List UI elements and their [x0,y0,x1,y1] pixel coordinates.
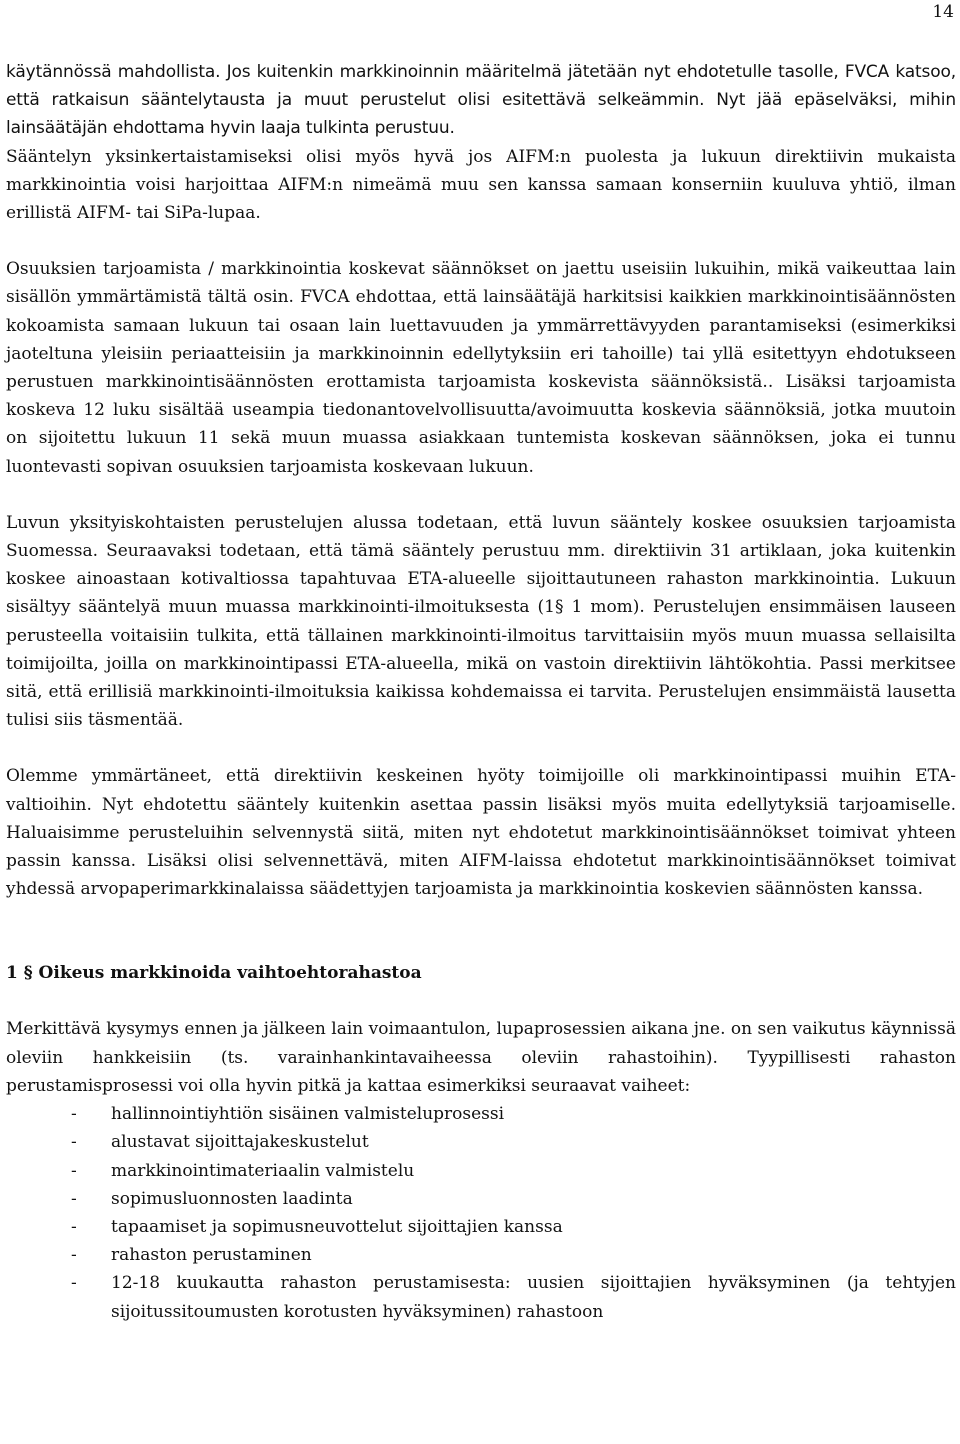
list-dash: - [71,1104,77,1125]
list-item: - hallinnointiyhtiön sisäinen valmisteluprosessi [6,1100,956,1128]
document-body [6,58,956,1326]
list-dash: - [71,1160,77,1181]
paragraph-section-1: Merkittävä kysymys ennen ja jälkeen lain voimaantulon, lupaprosessien aikana jne. on sen vaikutus käynnissä oleviin hankkeisiin (ts. varainhankintavaiheessa oleviin rahastoihin). Tyypillisesti rahaston perustamisprosessi voi olla hyvin pitkä ja kattaa esimerkiksi seuraavat vaiheet: [6,1019,956,1096]
list-item: - rahaston perustaminen [6,1241,956,1269]
list-dash: - [71,1273,77,1294]
list-dash: - [71,1132,77,1153]
list-item: - 12-18 kuukautta rahaston perustamisesta: uusien sijoittajien hyväksyminen (ja tehtyjen sijoitussitoumusten korotusten hyväksyminen) rahastoon [6,1269,956,1325]
section-heading: 1 § Oikeus markkinoida vaihtoehtorahastoa [6,963,422,984]
paragraph-intro: käytännössä mahdollista. Jos kuitenkin markkinoinnin määritelmä jätetään nyt ehdotetulle tasolle, FVCA katsoo, että ratkaisun sääntelytausta ja muut perustelut olisi esitettävä selkeämmin. Nyt jää epäselväksi, mihin lainsäätäjän ehdottama hyvin laaja tulkinta perustuu. [6,62,956,139]
list-item: - sopimusluonnosten laadinta [6,1185,956,1213]
paragraph-chapter-rationale: Luvun yksityiskohtaisten perustelujen alussa todetaan, että luvun sääntely koskee osuuksien tarjoamista Suomessa. Seuraavaksi todetaan, että tämä sääntely perustuu mm. direktiivin 31 artiklaan, joka kuitenkin koskee ainoastaan kotivaltiossa tapahtuvaa ETA-alueelle sijoittautuneen rahaston markkinointia. Lukuun sisältyy sääntelyä muun muassa markkinointi-ilmoituksesta (1§ 1 mom). Perustelujen ensimmäisen lauseen perusteella voitaisiin tulkita, että tällainen markkinointi-ilmoitus tarvittaisiin myös muun muassa sellaisilta toimijoilta, joilla on markkinointipassi ETA-alueella, mikä on vastoin direktiivin lähtökohtia. Passi merkitsee sitä, että erillisiä markkinointi-ilmoituksia kaikissa kohdemaissa ei tarvita. Perustelujen ensimmäistä lausetta tulisi siis täsmentää. [6,512,956,731]
list-dash: - [71,1245,77,1266]
list-item: - markkinointimateriaalin valmistelu [6,1157,956,1185]
fund-phase-list [6,1100,956,1326]
paragraph-simplification: Sääntelyn yksinkertaistamiseksi olisi myös hyvä jos AIFM:n puolesta ja lukuun direktiivin mukaista markkinointia voisi harjoittaa AIFM:n nimeämä muu sen kanssa samaan konserniin kuuluva yhtiö, ilman erillistä AIFM- tai SiPa-lupaa. [6,146,956,224]
paragraph-offering-rules: Osuuksien tarjoamista / markkinointia koskevat säännökset on jaettu useisiin lukuihin, mikä vaikeuttaa lain sisällön ymmärtämistä tältä osin. FVCA ehdottaa, että lainsäätäjä harkitsisi kaikkien markkinointisäännösten kokoamista samaan lukuun tai osaan lain luettavuuden ja ymmärrettävyyden parantamiseksi (esimerkiksi jaoteltuna yleisiin periaatteisiin ja markkinoinnin edellytyksiin eri tahoille) tai yllä esitettyyn ehdotukseen perustuen markkinointisäännösten erottamista tarjoamista koskevista säännöksistä.. Lisäksi tarjoamista koskeva 12 luku sisältää useampia tiedonantovelvollisuutta/avoimuutta koskevia säännöksiä, jotka muutoin on sijoitettu lukuun 11 sekä muun muassa asiakkaan tuntemista koskevan säännöksen, joka ei tunnu luontevasti sopivan osuuksien tarjoamista koskevaan lukuun. [6,259,956,477]
list-dash: - [71,1188,77,1209]
list-dash: - [71,1216,77,1237]
list-item: - alustavat sijoittajakeskustelut [6,1128,956,1156]
page-number: 14 [932,2,954,22]
list-item: - tapaamiset ja sopimusneuvottelut sijoittajien kanssa [6,1213,956,1241]
paragraph-marketing-passport: Olemme ymmärtäneet, että direktiivin keskeinen hyöty toimijoille oli markkinointipassi muihin ETA-valtioihin. Nyt ehdotettu sääntely kuitenkin asettaa passin lisäksi myös muita edellytyksiä tarjoamiselle. Haluaisimme perusteluihin selvennystä siitä, miten nyt ehdotetut markkinointisäännökset toimivat yhteen passin kanssa. Lisäksi olisi selvennettävä, miten AIFM-laissa ehdotetut markkinointisäännökset toimivat yhdessä arvopaperimarkkinalaissa säädettyjen tarjoamista ja markkinointia koskevien säännösten kanssa. [6,766,956,900]
